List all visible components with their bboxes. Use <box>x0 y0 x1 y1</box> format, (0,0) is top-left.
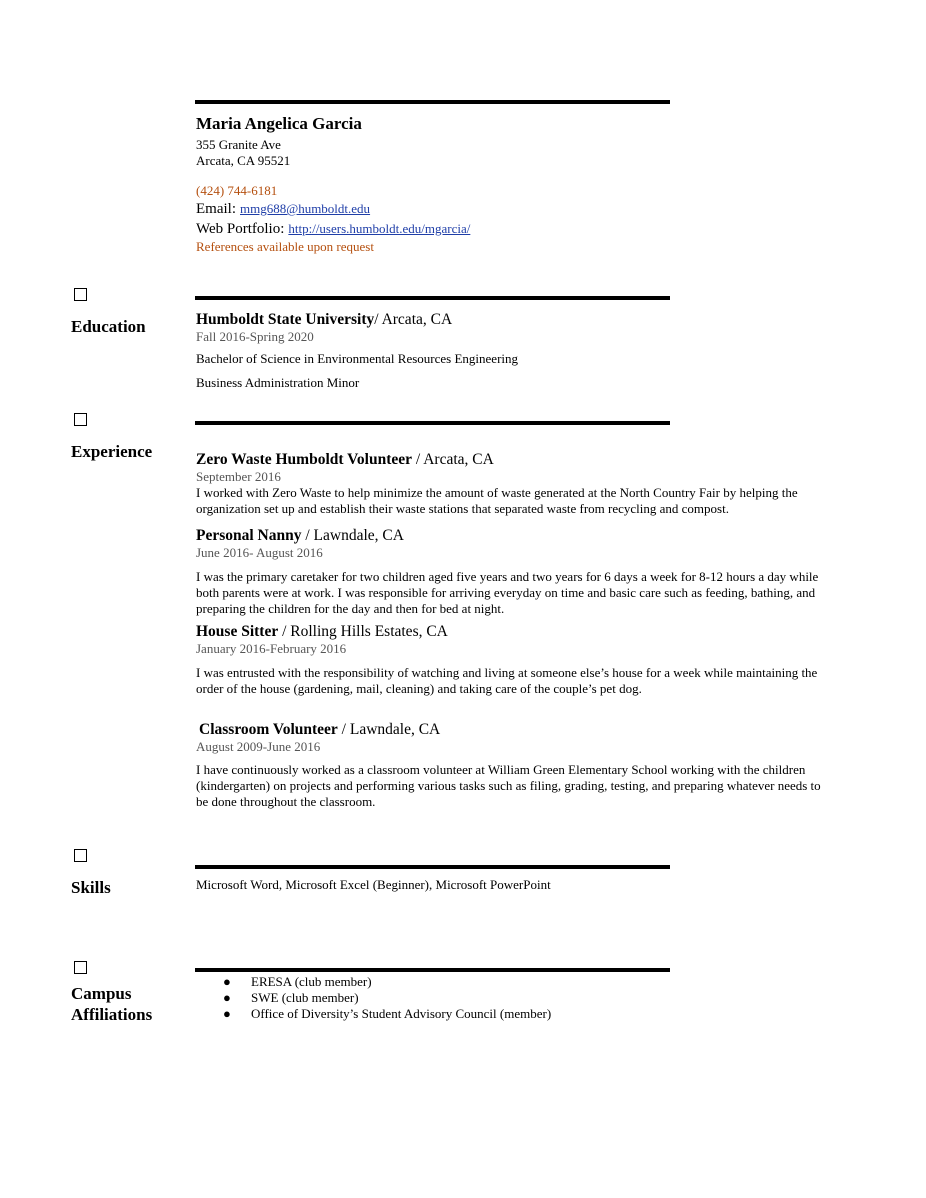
job-description: I have continuously worked as a classroom volunteer at William Green Elementary School working with the children (kindergarten) on projects and performing various tasks such as filing, grading, testing, and preparing whatever needs to be done throughout the classroom. <box>196 762 821 809</box>
job-entry <box>196 526 836 617</box>
job-location: / Lawndale, CA <box>301 527 404 544</box>
job-entry-details <box>196 739 836 810</box>
portfolio-link[interactable]: http://users.humboldt.edu/mgarcia/ <box>288 221 471 236</box>
address-line-2: Arcata, CA 95521 <box>196 153 291 168</box>
job-role: Personal Nanny <box>196 527 302 544</box>
job-location: / Arcata, CA <box>412 451 494 468</box>
skills-heading: Skills <box>71 878 111 897</box>
job-entry <box>199 720 440 739</box>
school-name: Humboldt State University <box>196 311 375 328</box>
campus-heading-line-2: Affiliations <box>71 1005 153 1024</box>
email-link[interactable]: mmg688@humboldt.edu <box>240 201 371 216</box>
job-role: House Sitter <box>196 623 279 640</box>
list-item <box>196 1006 796 1022</box>
job-title-line <box>196 450 836 469</box>
job-dates: August 2009-June 2016 <box>196 739 321 754</box>
education-dates: Fall 2016-Spring 2020 <box>196 329 314 344</box>
affiliation-text: ERESA (club member) <box>251 974 372 989</box>
education-heading: Education <box>71 317 146 336</box>
list-item <box>196 990 796 1006</box>
education-rule <box>195 296 670 300</box>
header-rule <box>195 100 670 104</box>
skills-checkbox[interactable] <box>74 849 87 862</box>
job-role: Classroom Volunteer <box>199 721 338 738</box>
job-location: / Lawndale, CA <box>337 721 441 738</box>
minor: Business Administration Minor <box>196 375 360 390</box>
references-note: References available upon request <box>196 239 374 254</box>
portfolio-label: Web Portfolio: <box>196 221 285 237</box>
campus-heading <box>71 983 152 1025</box>
campus-heading-line-1: Campus <box>71 984 132 1003</box>
school-location: / Arcata, CA <box>374 311 453 328</box>
email-row <box>196 199 796 219</box>
bullet-icon: ● <box>223 990 231 1005</box>
job-title-line <box>196 526 836 545</box>
campus-checkbox[interactable] <box>74 961 87 974</box>
education-checkbox[interactable] <box>74 288 87 301</box>
job-role: Zero Waste Humboldt Volunteer <box>196 451 413 468</box>
experience-checkbox[interactable] <box>74 413 87 426</box>
education-entry <box>196 310 836 391</box>
school-line <box>196 310 836 329</box>
phone-number: (424) 744-6181 <box>196 183 278 198</box>
job-description: I was the primary caretaker for two children aged five years and two years for 6 days a week for 8-12 hours a day while both parents were at work. I was responsible for arriving everyday on time and basic care such as feeding, bathing, and preparing the children for the day and then for bed at night. <box>196 569 819 616</box>
campus-rule <box>195 968 670 972</box>
bullet-icon: ● <box>223 1006 231 1021</box>
experience-rule <box>195 421 670 425</box>
affiliation-text: SWE (club member) <box>251 990 359 1005</box>
job-description: I was entrusted with the responsibility of watching and living at someone else’s house for a week while maintaining the order of the house (gardening, mail, cleaning) and taking care of the couple’s pet dog. <box>196 665 818 696</box>
portfolio-row <box>196 219 796 239</box>
job-dates: September 2016 <box>196 469 281 484</box>
contact-block <box>196 114 796 255</box>
job-title-line <box>199 720 440 739</box>
job-location: / Rolling Hills Estates, CA <box>278 623 448 640</box>
job-description: I worked with Zero Waste to help minimize the amount of waste generated at the North Country Fair by helping the organization set up and establish their waste stations that separated waste from recycling and compost. <box>196 485 798 516</box>
list-item <box>196 974 796 990</box>
experience-heading: Experience <box>71 442 153 461</box>
skills-list: Microsoft Word, Microsoft Excel (Beginner), Microsoft PowerPoint <box>196 877 551 892</box>
bullet-icon: ● <box>223 974 231 989</box>
job-entry <box>196 622 836 697</box>
affiliation-text: Office of Diversity’s Student Advisory Council (member) <box>251 1006 552 1021</box>
degree: Bachelor of Science in Environmental Resources Engineering <box>196 351 519 366</box>
job-dates: June 2016- August 2016 <box>196 545 323 560</box>
job-title-line <box>196 622 836 641</box>
affiliations-list <box>196 974 796 1022</box>
address-line-1: 355 Granite Ave <box>196 137 281 152</box>
job-dates: January 2016-February 2016 <box>196 641 347 656</box>
email-label: Email: <box>196 201 236 217</box>
applicant-name: Maria Angelica Garcia <box>196 114 362 133</box>
job-entry <box>196 450 836 517</box>
skills-rule <box>195 865 670 869</box>
